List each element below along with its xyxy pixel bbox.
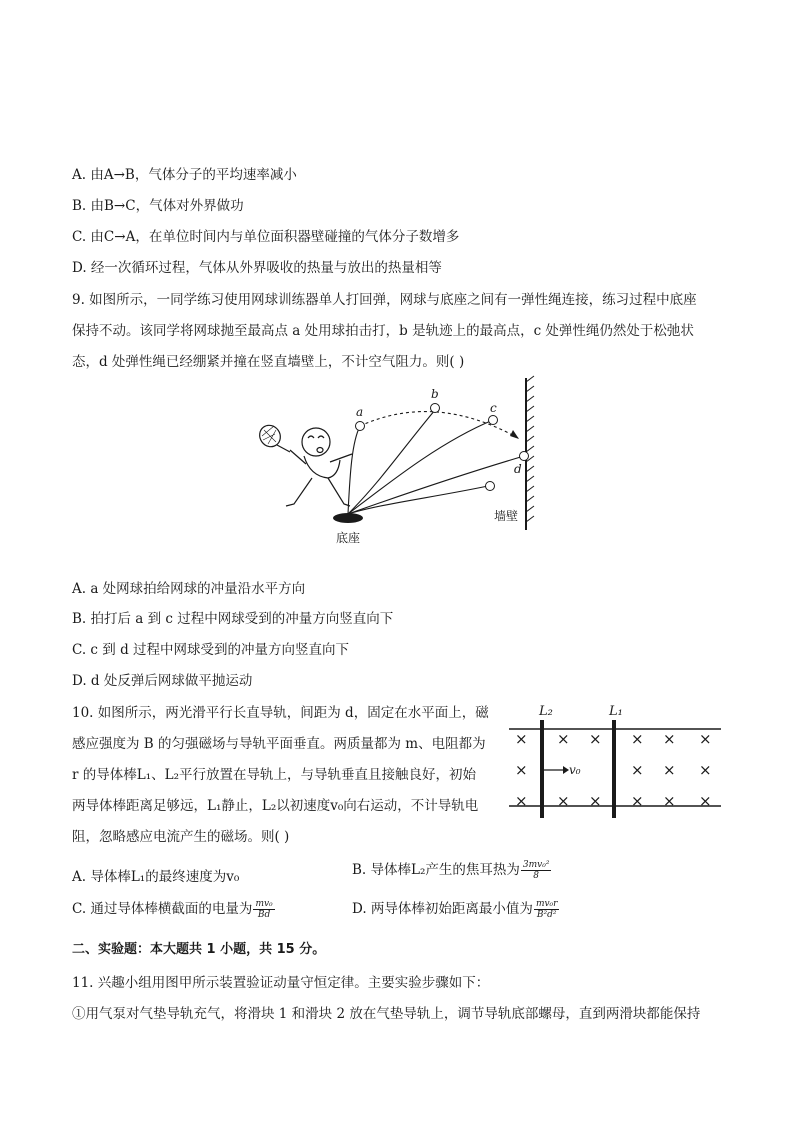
- wall-hatching: [526, 376, 534, 522]
- q10-stem-line-2: 感应强度为 B 的匀强磁场与导轨平面垂直。两质量都为 m、电阻都为: [72, 736, 486, 752]
- fraction-numerator: mv₀: [255, 899, 273, 909]
- q9-option-a: A. a 处网球拍给网球的冲量沿水平方向: [72, 581, 306, 597]
- rod-l1: [612, 720, 616, 818]
- label-base: 底座: [336, 531, 361, 545]
- fraction-numerator: mv₀r: [535, 899, 558, 909]
- player-figure: [255, 421, 352, 506]
- q10-option-a: A. 导体棒L₁的最终速度为v₀: [72, 869, 240, 885]
- fraction-denominator: 8: [533, 871, 540, 881]
- label-v0: v₀: [569, 763, 581, 777]
- field-cross: ×: [663, 792, 676, 810]
- field-cross: ×: [699, 730, 712, 748]
- q10-option-c-fraction: [253, 899, 274, 920]
- ball-a: [356, 422, 365, 431]
- fraction-denominator: Bd: [257, 910, 271, 920]
- fraction-denominator: B²d²: [536, 910, 557, 920]
- q11-stem-line-1: 11. 兴趣小组用图甲所示装置验证动量守恒定律。主要实验步骤如下：: [72, 975, 490, 991]
- field-cross: ×: [515, 761, 528, 779]
- q10-option-d-fraction: [534, 899, 560, 920]
- rails-magnetic-field-figure: [505, 700, 727, 818]
- q10-option-d: [352, 899, 559, 920]
- q10-option-b-text: B. 导体棒L₂产生的焦耳热为: [352, 862, 520, 878]
- q9-option-b: B. 拍打后 a 到 c 过程中网球受到的冲量方向竖直向下: [72, 611, 394, 627]
- field-cross: ×: [631, 761, 644, 779]
- label-a: a: [356, 405, 364, 419]
- q8-option-a: A. 由A→B，气体分子的平均速率减小: [72, 167, 297, 183]
- q10-option-c: [72, 899, 275, 920]
- label-b: b: [431, 387, 439, 401]
- field-cross: ×: [631, 730, 644, 748]
- trajectory-arrowhead: [510, 430, 519, 439]
- field-cross: ×: [515, 792, 528, 810]
- field-cross: ×: [699, 792, 712, 810]
- q10-stem-line-5: 阻，忽略感应电流产生的磁场。则( ): [72, 829, 290, 845]
- q9-option-c: C. c 到 d 过程中网球受到的冲量方向竖直向下: [72, 642, 350, 658]
- q8-option-b: B. 由B→C，气体对外界做功: [72, 198, 244, 214]
- q10-option-b-fraction: [521, 860, 552, 881]
- label-l2: L₂: [539, 704, 553, 719]
- q9-option-d: D. d 处反弹后网球做平抛运动: [72, 673, 253, 689]
- elastic-cords: [348, 410, 524, 514]
- label-d: d: [514, 462, 522, 476]
- field-cross: ×: [515, 730, 528, 748]
- q8-option-d: D. 经一次循环过程，气体从外界吸收的热量与放出的热量相等: [72, 260, 442, 276]
- field-cross: ×: [663, 761, 676, 779]
- tennis-trainer-figure: [250, 372, 550, 552]
- q10-stem-line-1: 10. 如图所示，两光滑平行长直导轨，间距为 d，固定在水平面上，磁: [72, 705, 489, 721]
- q10-option-d-text: D. 两导体棒初始距离最小值为: [352, 901, 533, 917]
- label-wall: 墙壁: [494, 509, 519, 523]
- ball-d: [520, 452, 529, 461]
- field-cross: ×: [663, 730, 676, 748]
- q9-stem-line-3: 态，d 处弹性绳已经绷紧并撞在竖直墙壁上，不计空气阻力。则( ): [72, 354, 465, 370]
- q10-stem-line-3: r 的导体棒L₁、L₂平行放置在导轨上，与导轨垂直且接触良好，初始: [72, 767, 476, 783]
- label-c: c: [490, 401, 497, 415]
- section-2-title: 二、实验题：本大题共 1 小题，共 15 分。: [72, 942, 326, 957]
- q8-option-c: C. 由C→A，在单位时间内与单位面积器壁碰撞的气体分子数增多: [72, 229, 460, 245]
- ball-rebound: [486, 482, 495, 491]
- q11-stem-line-2: ①用气泵对气垫导轨充气，将滑块 1 和滑块 2 放在气垫导轨上，调节导轨底部螺母，直到两滑块都能保持: [72, 1006, 701, 1022]
- q9-stem-line-2: 保持不动。该同学将网球抛至最高点 a 处用球拍击打，b 是轨迹上的最高点，c 处弹性绳仍然处于松弛状: [72, 323, 694, 339]
- base-ellipse: [333, 513, 363, 523]
- field-cross: ×: [631, 792, 644, 810]
- rod-l2: [540, 720, 544, 818]
- field-cross: ×: [589, 730, 602, 748]
- ball-b: [431, 404, 440, 413]
- q10-option-b: [352, 860, 551, 881]
- q9-stem-line-1: 9. 如图所示，一同学练习使用网球训练器单人打回弹，网球与底座之间有一弹性绳连接，练习过程中底座: [72, 292, 697, 308]
- q10-option-c-text: C. 通过导体棒横截面的电量为: [72, 901, 253, 917]
- ball-c: [489, 416, 498, 425]
- field-cross: ×: [589, 792, 602, 810]
- fraction-numerator: 3mv₀²: [522, 860, 550, 870]
- field-cross: ×: [699, 761, 712, 779]
- field-cross: ×: [557, 730, 570, 748]
- field-cross: ×: [557, 792, 570, 810]
- q10-stem-line-4: 两导体棒距离足够远，L₁静止，L₂以初速度v₀向右运动，不计导轨电: [72, 798, 479, 814]
- label-l1: L₁: [609, 704, 623, 719]
